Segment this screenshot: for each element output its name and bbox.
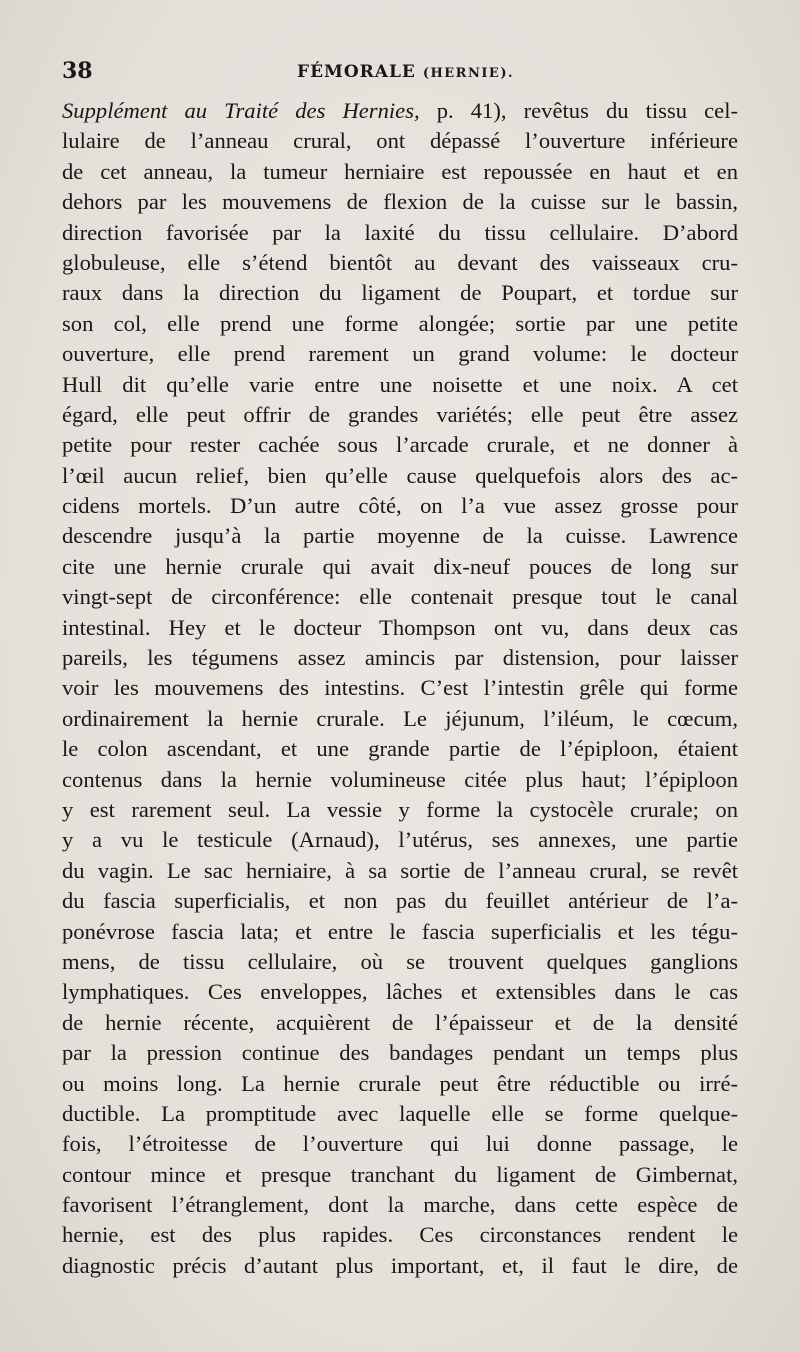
text-line: ductible. La promptitude avec laquelle elle se forme quelque-	[62, 1100, 738, 1126]
running-title-paren: (HERNIE).	[422, 66, 515, 81]
text-line: y a vu le testicule (Arnaud), l’utérus, ses annexes, une partie	[62, 827, 738, 853]
page-header	[62, 58, 738, 90]
text-line: mens, de tissu cellulaire, où se trouvent quelques ganglions	[62, 948, 738, 974]
text-line: son col, elle prend une forme alongée; sortie par une petite	[62, 310, 738, 336]
text-line-rest: p. 41), revêtus du tissu cel-	[436, 98, 738, 123]
text-line: de hernie récente, acquièrent de l’épaisseur et de la densité	[62, 1009, 738, 1035]
running-title	[297, 62, 514, 82]
text-line: du fascia superficialis, et non pas du feuillet antérieur de l’a-	[62, 888, 738, 914]
page-number: 38	[62, 58, 93, 84]
text-line: lymphatiques. Ces enveloppes, lâches et extensibles dans le cas	[62, 979, 738, 1005]
text-line: contour mince et presque tranchant du ligament de Gimbernat,	[62, 1161, 738, 1187]
text-line: du vagin. Le sac herniaire, à sa sortie de l’anneau crural, se revêt	[62, 857, 738, 883]
text-line: descendre jusqu’à la partie moyenne de la cuisse. Lawrence	[62, 523, 738, 549]
text-line: favorisent l’étranglement, dont la marche, dans cette espèce de	[62, 1192, 738, 1218]
text-line: hernie, est des plus rapides. Ces circonstances rendent le	[62, 1222, 738, 1248]
text-line: contenus dans la hernie volumineuse citée plus haut; l’épiploon	[62, 766, 738, 792]
text-line: l’œil aucun relief, bien qu’elle cause quelquefois alors des ac-	[62, 462, 738, 488]
text-line: ordinairement la hernie crurale. Le jéjunum, l’iléum, le cœcum,	[62, 705, 738, 731]
text-line: dehors par les mouvemens de flexion de la cuisse sur le bassin,	[62, 189, 738, 215]
citation-italic: Supplément au Traité des Hernies,	[62, 98, 420, 123]
body-text	[62, 96, 738, 1281]
text-line	[62, 96, 738, 126]
text-line: ouverture, elle prend rarement un grand volume: le docteur	[62, 341, 738, 367]
text-line: pareils, les tégumens assez amincis par distension, pour laisser	[62, 645, 738, 671]
text-line: par la pression continue des bandages pendant un temps plus	[62, 1040, 738, 1066]
text-line: raux dans la direction du ligament de Poupart, et tordue sur	[62, 280, 738, 306]
text-line: voir les mouvemens des intestins. C’est l’intestin grêle qui forme	[62, 675, 738, 701]
text-line: fois, l’étroitesse de l’ouverture qui lui donne passage, le	[62, 1131, 738, 1157]
text-line: le colon ascendant, et une grande partie de l’épiploon, étaient	[62, 736, 738, 762]
text-line: globuleuse, elle s’étend bientôt au devant des vaisseaux cru-	[62, 249, 738, 275]
text-line: vingt-sept de circonférence: elle contenait presque tout le canal	[62, 584, 738, 610]
running-title-main: FÉMORALE	[297, 62, 416, 82]
text-line: lulaire de l’anneau crural, ont dépassé l’ouverture inférieure	[62, 128, 738, 154]
text-line: intestinal. Hey et le docteur Thompson ont vu, dans deux cas	[62, 614, 738, 640]
text-line: Hull dit qu’elle varie entre une noisette et une noix. A cet	[62, 371, 738, 397]
text-line: cite une hernie crurale qui avait dix-neuf pouces de long sur	[62, 553, 738, 579]
text-line: égard, elle peut offrir de grandes variétés; elle peut être assez	[62, 401, 738, 427]
text-line: y est rarement seul. La vessie y forme la cystocèle crurale; on	[62, 796, 738, 822]
text-line: direction favorisée par la laxité du tissu cellulaire. D’abord	[62, 219, 738, 245]
text-line: petite pour rester cachée sous l’arcade crurale, et ne donner à	[62, 432, 738, 458]
text-line: de cet anneau, la tumeur herniaire est repoussée en haut et en	[62, 158, 738, 184]
text-line: ou moins long. La hernie crurale peut être réductible ou irré-	[62, 1070, 738, 1096]
text-line: ponévrose fascia lata; et entre le fascia superficialis et les tégu-	[62, 918, 738, 944]
text-line: diagnostic précis d’autant plus important, et, il faut le dire, de	[62, 1252, 738, 1278]
text-line: cidens mortels. D’un autre côté, on l’a vue assez grosse pour	[62, 493, 738, 519]
